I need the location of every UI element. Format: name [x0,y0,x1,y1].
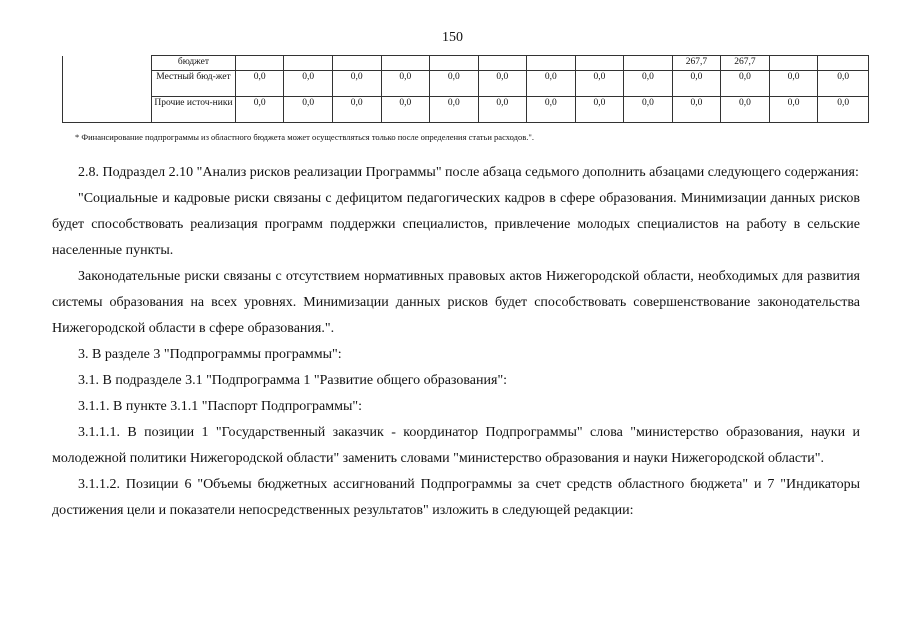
paragraph: 3.1.1.1. В позиции 1 "Государственный заказчик - координатор Подпрограммы" слова "министерство образования, науки и молодежной политики Нижегородской области" заменить словами "министерство образования и науки Нижегородской области". [52,425,860,466]
table-cell: 0,0 [284,97,333,123]
paragraph: 2.8. Подраздел 2.10 "Анализ рисков реализации Программы" после абзаца седьмого дополнить абзацами следующего содержания: [78,165,859,180]
table-cell: 267,7 [721,56,770,71]
table-cell: 0,0 [430,97,479,123]
table-footnote: * Финансирование подпрограммы из областного бюджета может осуществляться только после определения статьи расходов.". [75,132,534,142]
table-cell: 0,0 [575,97,624,123]
paragraph: 3.1.1. В пункте 3.1.1 "Паспорт Подпрограммы": [78,399,362,414]
table-cell: 0,0 [818,97,869,123]
table-cell [527,56,576,71]
table-cell [235,56,284,71]
table-row [63,56,869,71]
table-cell [332,56,381,71]
paragraph: "Социальные и кадровые риски связаны с дефицитом педагогических кадров в сфере образования. Минимизации данных рисков будет способствовать реализация программ поддержки специалистов, привлечение молодых специалистов на работу в сельские населенные пункты. [52,191,860,258]
table-cell: 0,0 [478,71,527,97]
table-cell [818,56,869,71]
paragraph: 3.1. В подразделе 3.1 "Подпрограмма 1 "Развитие общего образования": [78,373,508,388]
table-cell [478,56,527,71]
table-cell: 0,0 [381,71,430,97]
table-cell [624,56,673,71]
table-cell [430,56,479,71]
table-row [63,97,869,123]
table-cell: 0,0 [235,97,284,123]
paragraph: 3. В разделе 3 "Подпрограммы программы": [78,347,342,362]
row-label: Прочие источ-ники [151,97,235,123]
table-cell: 0,0 [624,71,673,97]
table-cell: 0,0 [575,71,624,97]
paragraph: 3.1.1.2. Позиции 6 "Объемы бюджетных ассигнований Подпрограммы за счет средств областного бюджета" и 7 "Индикаторы достижения цели и показатели непосредственных результатов" изложить в следующей редакции: [52,477,860,518]
table-cell [575,56,624,71]
table-cell: 0,0 [672,71,721,97]
table-cell: 267,7 [672,56,721,71]
table-cell: 0,0 [478,97,527,123]
table-cell: 0,0 [430,71,479,97]
table-cell: 0,0 [284,71,333,97]
table-cell: 0,0 [381,97,430,123]
table-cell: 0,0 [235,71,284,97]
row-label: бюджет [151,56,235,71]
table-cell: 0,0 [527,97,576,123]
table-cell [284,56,333,71]
row-label: Местный бюд-жет [151,71,235,97]
table-cell: 0,0 [332,97,381,123]
financing-table [62,55,869,123]
table-cell: 0,0 [332,71,381,97]
table-cell: 0,0 [527,71,576,97]
table-cell: 0,0 [624,97,673,123]
table-cell: 0,0 [769,97,818,123]
empty-cell [63,56,152,123]
table-row [63,71,869,97]
table-cell [769,56,818,71]
page-number: 150 [442,30,463,45]
table-cell: 0,0 [769,71,818,97]
table-cell [381,56,430,71]
table-cell: 0,0 [818,71,869,97]
document-body [52,160,860,524]
table-cell: 0,0 [721,97,770,123]
table-cell: 0,0 [721,71,770,97]
table-cell: 0,0 [672,97,721,123]
paragraph: Законодательные риски связаны с отсутствием нормативных правовых актов Нижегородской области, необходимых для развития системы образования на всех уровнях. Минимизации данных рисков будет способствовать совершенствование законодательства Нижегородской области в сфере образования.". [52,269,860,336]
